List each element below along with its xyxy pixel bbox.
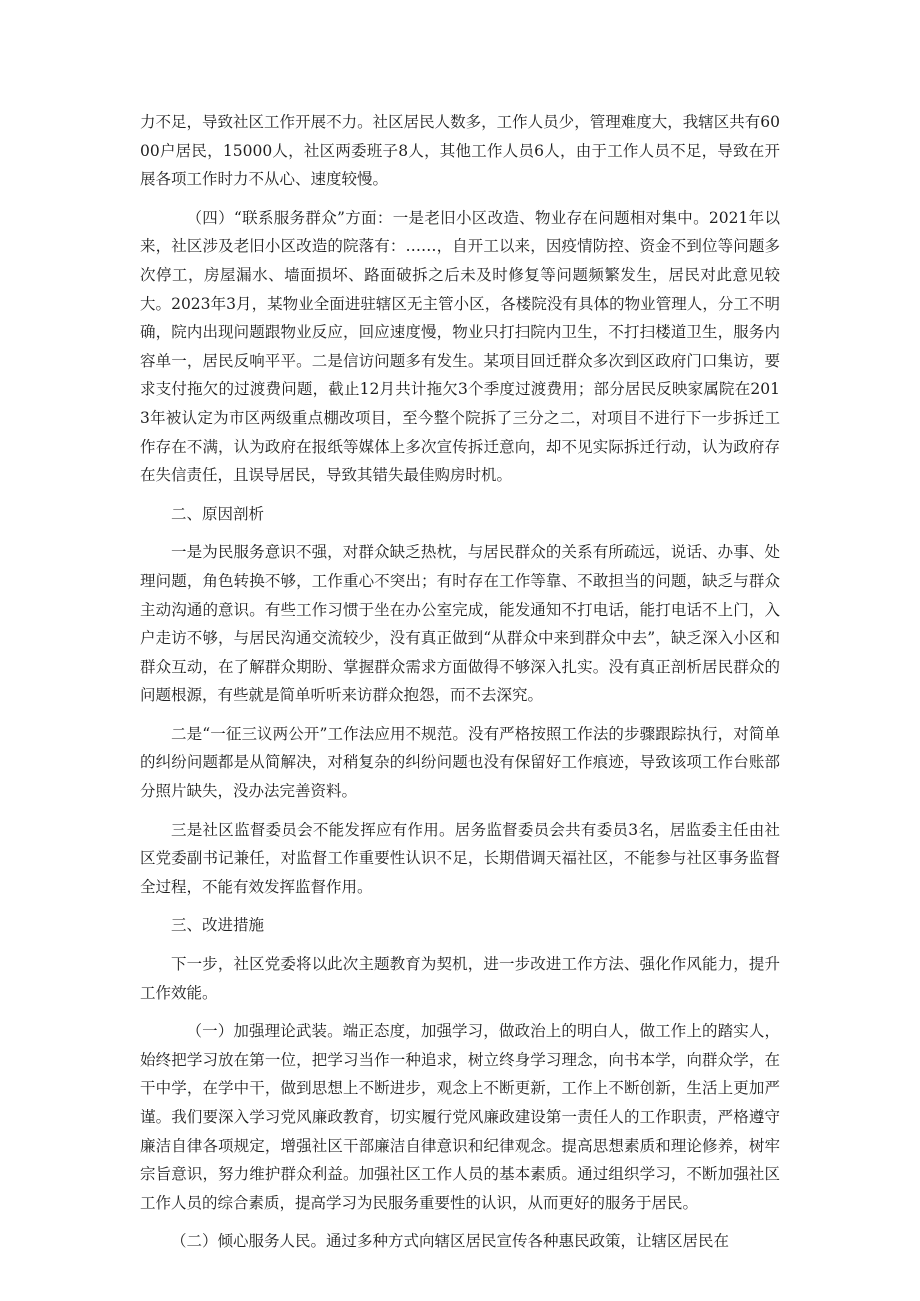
paragraph-cause-three: 三是社区监督委员会不能发挥应有作用。居务监督委员会共有委员3名，居监委主任由社区党委副书记兼任，对监督工作重要性认识不足，长期借调天福社区，不能参与社区事务监督全过程，不能有效发挥监督作用。 xyxy=(140,820,780,896)
section-heading-improvement-measures: 三、改进措施 xyxy=(171,916,265,935)
paragraph-measure-two: （二）倾心服务人民。通过多种方式向辖区居民宣传各种惠民政策，让辖区居民在 xyxy=(171,1232,730,1251)
paragraph-cause-one: 一是为民服务意识不强，对群众缺乏热枕，与居民群众的关系有所疏远，说话、办事、处理问题，角色转换不够，工作重心不突出；有时存在工作等靠、不敢担当的问题，缺乏与群众主动沟通的意识。有些工作习惯于坐在办公室完成，能发通知不打电话，能打电话不上门，入户走访不够，与居民沟通交流较少，没有真正做到“从群众中来到群众中去”，缺乏深入小区和群众互动，在了解群众期盼、掌握群众需求方面做得不够深入扎实。没有真正剖析居民群众的问题根源，有些就是简单听听来访群众抱怨，而不去深究。 xyxy=(140,543,780,705)
paragraph-cause-two: 二是“一征三议两公开”工作法应用不规范。没有严格按照工作法的步骤跟踪执行，对简单的纠纷问题都是从简解决，对稍复杂的纠纷问题也没有保留好工作痕迹，导致该项工作台账部分照片缺失，没办法完善资料。 xyxy=(140,724,780,801)
paragraph-contact-service-masses: （四）“联系服务群众”方面：一是老旧小区改造、物业存在问题相对集中。2021年以来，社区涉及老旧小区改造的院落有：……，自开工以来，因疫情防控、资金不到位等问题多次停工，房屋漏水、墙面损坏、路面破拆之后未及时修复等问题频繁发生，居民对此意见较大。2023年3月，某物业全面进驻辖区无主管小区，各楼院没有具体的物业管理人，分工不明确，院内出现问题跟物业反应，回应速度慢，物业只打扫院内卫生，不打扫楼道卫生，服务内容单一，居民反响平平。二是信访问题多有发生。某项目回迁群众多次到区政府门口集访，要求支付拖欠的过渡费问题，截止12月共计拖欠3个季度过渡费用；部分居民反映家属院在2013年被认定为市区两级重点棚改项目，至今整个院拆了三分之二，对项目不进行下一步拆迁工作存在不满，认为政府在报纸等媒体上多次宣传拆迁意向，却不见实际拆迁行动，认为政府存在失信责任，且误导居民，导致其错失最佳购房时机。 xyxy=(140,208,780,485)
paragraph-continuation: 力不足，导致社区工作开展不力。社区居民人数多，工作人员少，管理难度大，我辖区共有6000户居民，15000人，社区两委班子8人，其他工作人员6人，由于工作人员不足，导致在开展各项工作时力不从心、速度较慢。 xyxy=(140,113,780,189)
section-heading-cause-analysis: 二、原因剖析 xyxy=(171,504,265,523)
paragraph-next-steps: 下一步，社区党委将以此次主题教育为契机，进一步改进工作方法、强化作风能力，提升工作效能。 xyxy=(140,955,780,1002)
document-page xyxy=(140,108,780,1266)
paragraph-measure-one: （一）加强理论武装。端正态度，加强学习，做政治上的明白人，做工作上的踏实人，始终把学习放在第一位，把学习当作一种追求，树立终身学习理念，向书本学，向群众学，在干中学，在学中干，做到思想上不断进步，观念上不断更新，工作上不断创新，生活上更加严谨。我们要深入学习党风廉政教育，切实履行党风廉政建设第一责任人的工作职责，严格遵守廉洁自律各项规定，增强社区干部廉洁自律意识和纪律观念。提高思想素质和理论修养，树牢宗旨意识，努力维护群众利益。加强社区工作人员的基本素质。通过组织学习，不断加强社区工作人员的综合素质，提高学习为民服务重要性的认识，从而更好的服务于居民。 xyxy=(140,1022,780,1212)
